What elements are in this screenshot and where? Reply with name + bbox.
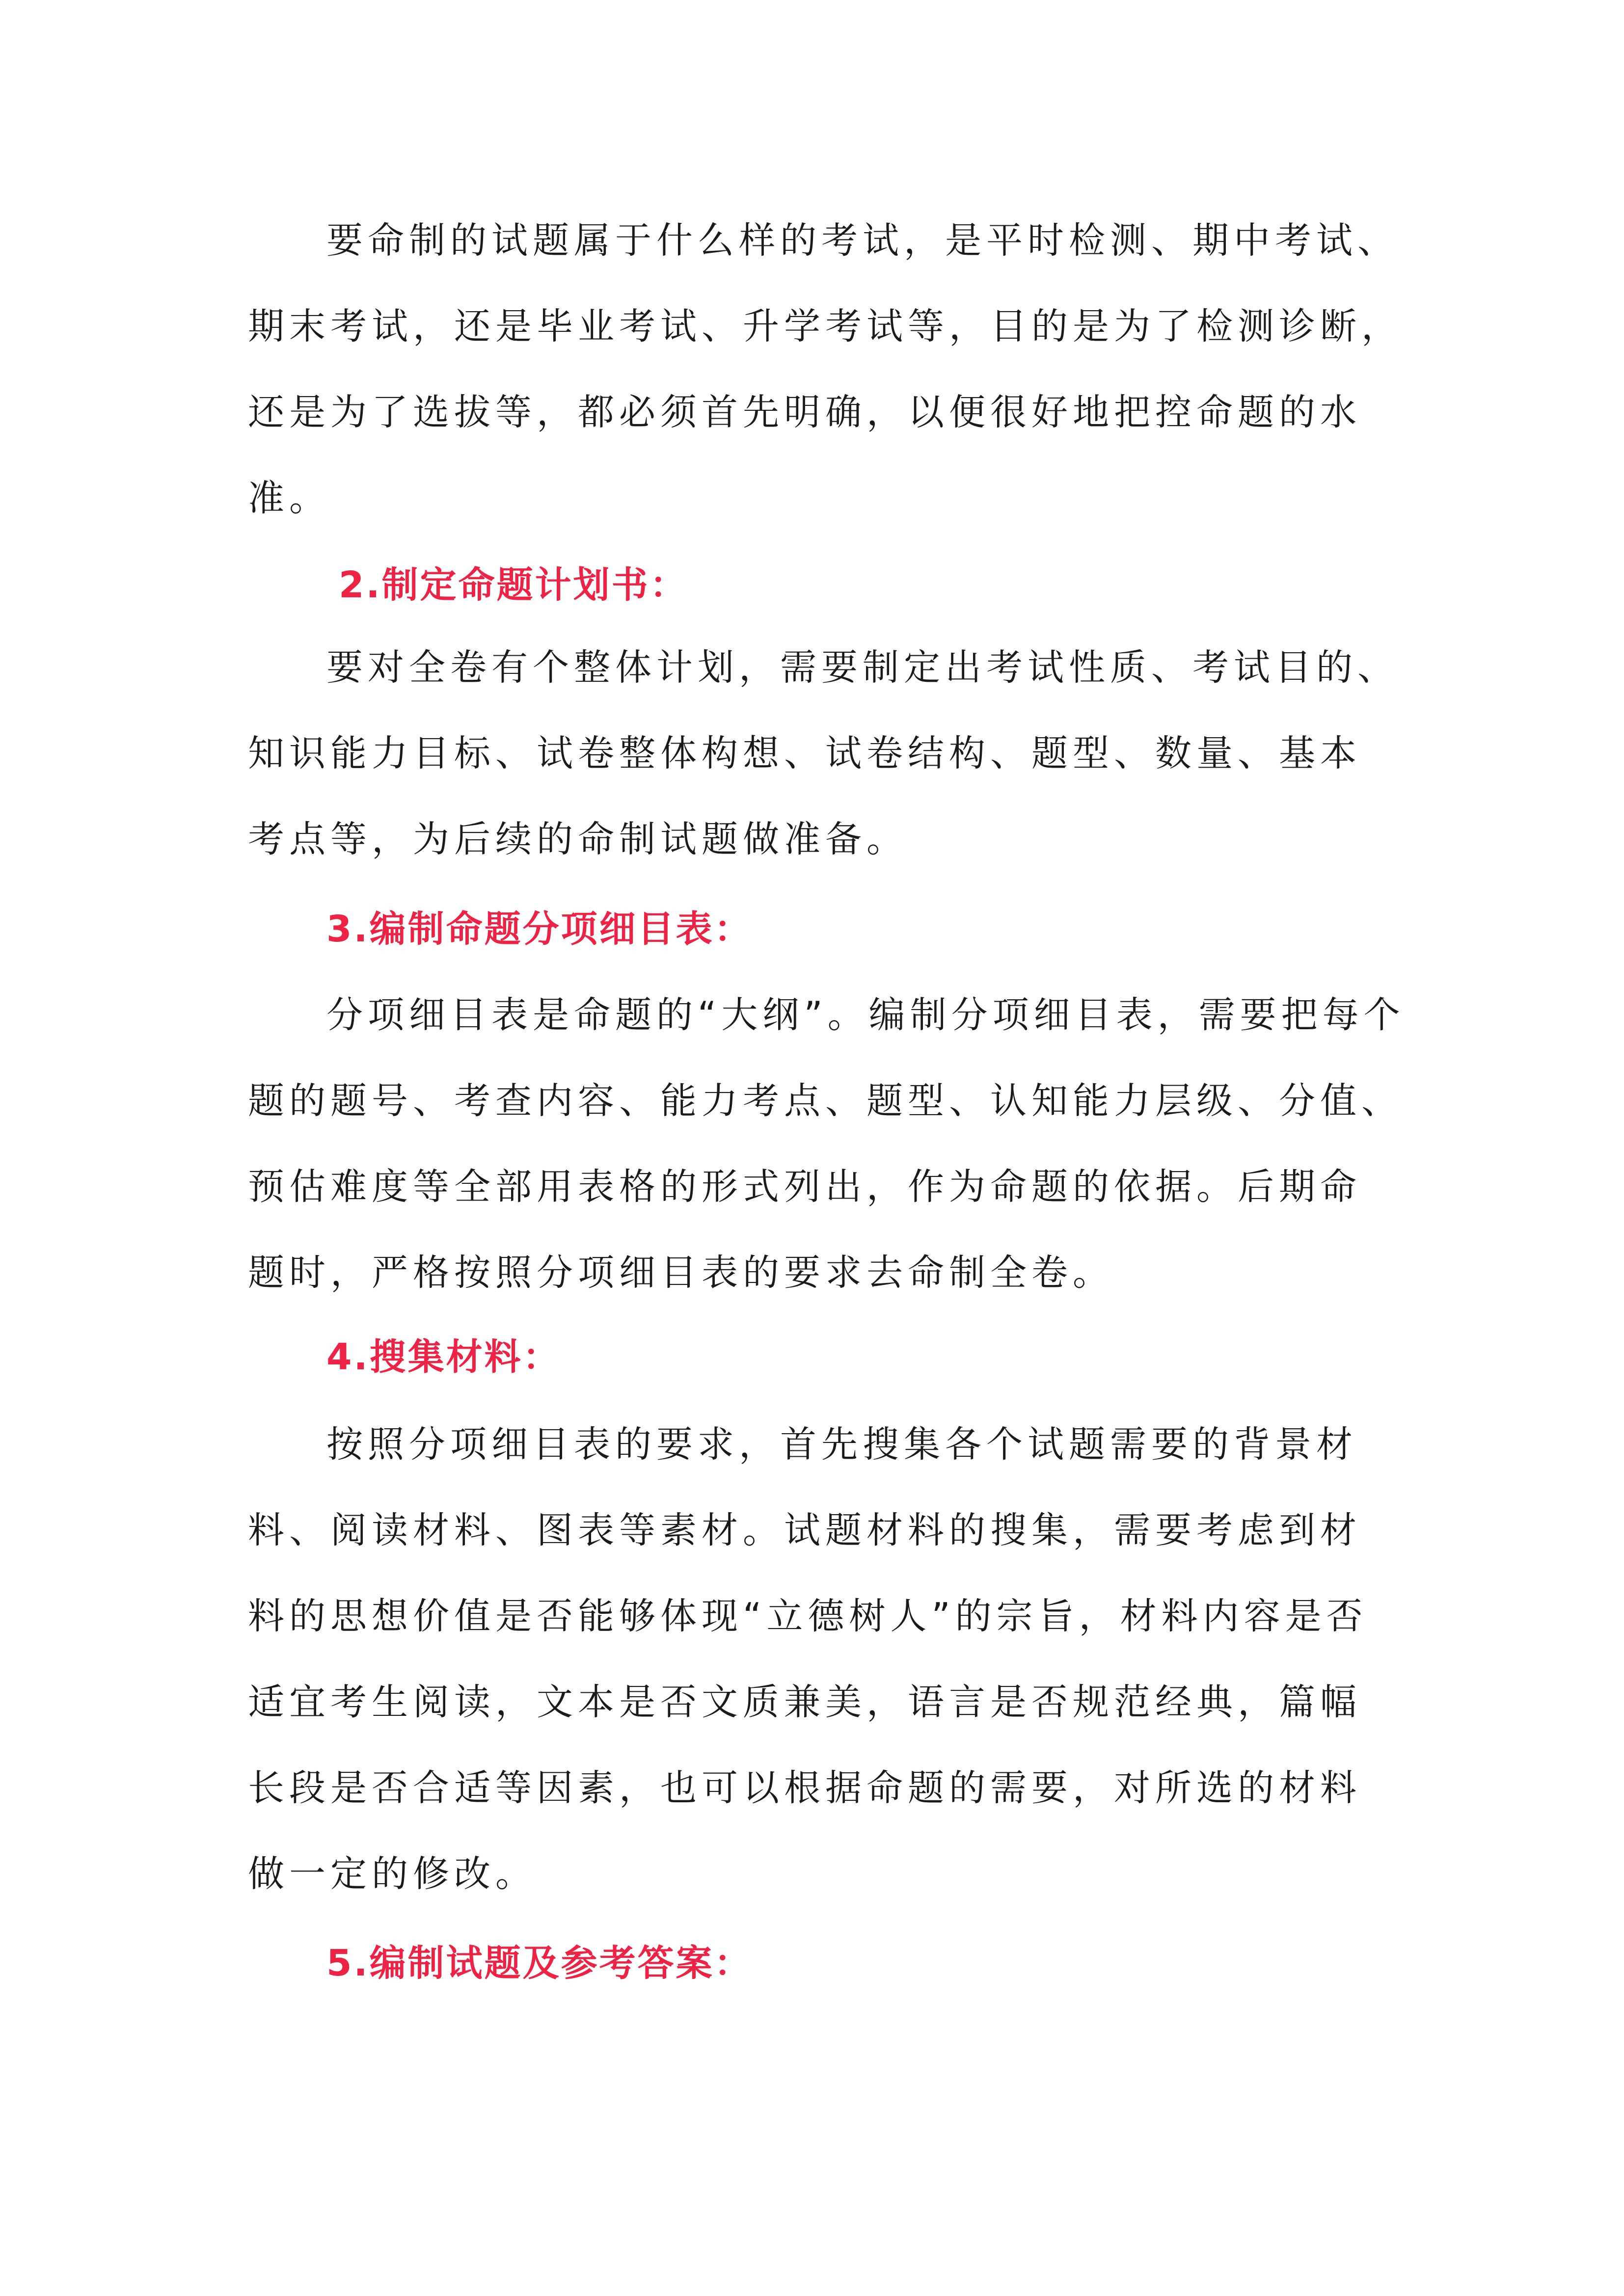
paragraph-line: 知识能力目标、试卷整体构想、试卷结构、题型、数量、基本 [248,732,1361,774]
section-heading-2: 2.制定命题计划书： [339,564,688,606]
paragraph-line: 长段是否合适等因素，也可以根据命题的需要，对所选的材料 [248,1767,1361,1809]
paragraph-line: 要对全卷有个整体计划，需要制定出考试性质、考试目的、 [326,646,1399,689]
paragraph-line: 要命制的试题属于什么样的考试，是平时检测、期中考试、 [326,219,1399,262]
section-heading-3: 3.编制命题分项细目表： [326,908,753,950]
paragraph-line: 分项细目表是命题的“大纲”。编制分项细目表，需要把每个 [326,994,1405,1036]
section-heading-4: 4.搜集材料： [326,1336,561,1378]
paragraph-line: 题时，严格按照分项细目表的要求去命制全卷。 [248,1252,1114,1294]
paragraph-line: 考点等，为后续的命制试题做准备。 [248,818,908,860]
section-heading-5: 5.编制试题及参考答案： [326,1942,753,1984]
paragraph-line: 还是为了选拔等，都必须首先明确，以便很好地把控命题的水 [248,391,1361,433]
paragraph-line: 料、阅读材料、图表等素材。试题材料的搜集，需要考虑到材 [248,1509,1361,1551]
paragraph-line: 料的思想价值是否能够体现“立德树人”的宗旨，材料内容是否 [248,1595,1368,1637]
paragraph-line: 做一定的修改。 [248,1853,537,1895]
paragraph-line: 题的题号、考查内容、能力考点、题型、认知能力层级、分值、 [248,1080,1403,1122]
paragraph-line: 准。 [248,477,330,519]
paragraph-line: 适宜考生阅读，文本是否文质兼美，语言是否规范经典，篇幅 [248,1681,1361,1723]
paragraph-line: 预估难度等全部用表格的形式列出，作为命题的依据。后期命 [248,1166,1361,1208]
paragraph-line: 按照分项细目表的要求，首先搜集各个试题需要的背景材 [326,1423,1357,1466]
paragraph-line: 期末考试，还是毕业考试、升学考试等，目的是为了检测诊断， [248,305,1403,347]
